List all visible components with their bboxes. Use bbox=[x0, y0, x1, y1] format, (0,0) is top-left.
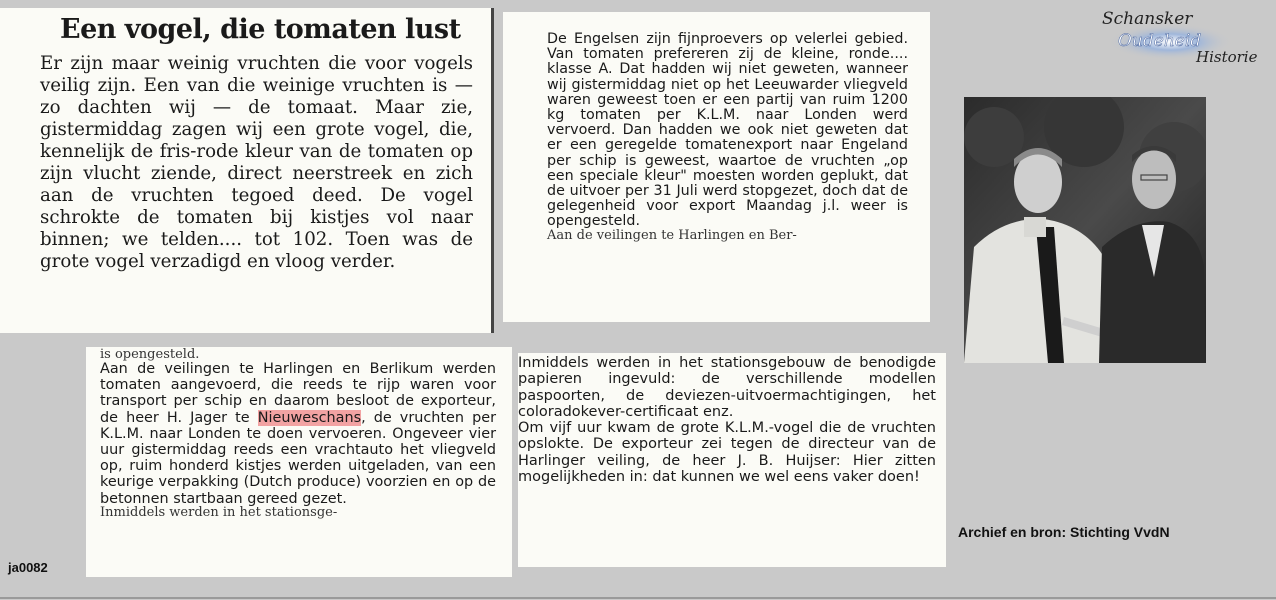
cut-off-line: Inmiddels werden in het stationsge- bbox=[100, 504, 338, 520]
logo-line2: Oudeheid bbox=[1118, 31, 1202, 51]
highlighted-placename: Nieuweschans bbox=[257, 409, 362, 426]
source-caption: Archief en bron: Stichting VvdN bbox=[958, 524, 1170, 540]
text-after: , de vruchten per K.L.M. naar Londen te doen vervoeren. Ongeveer vier uur gistermiddag reeds een vrachtauto het vliegveld op, ruim honderd kistjes werden uitgeladen, van een keurige verpakking (Dutch produce) voorzien en op de betonnen startbaan gereed gezet. bbox=[100, 409, 496, 507]
logo-line3: Historie bbox=[1196, 48, 1258, 66]
article-body: Er zijn maar weinig vruchten die voor vogels veilig zijn. Een van die weinige vruchten is — zo dachten wij — de tomaat. Maar zie, gistermiddag zagen wij een grote vogel, die, kennelijk de fris-rode kleur van de tomaten op zijn vlucht ziende, direct neerstreek en zich aan de vruchten tegoed deed. De vogel schrokte de tomaten bij kistjes vol naar binnen; we telden.... tot 102. Toen was de grote vogel verzadigd en vloog verder. bbox=[40, 53, 473, 272]
portrait-photo bbox=[964, 97, 1206, 363]
logo-line1: Schansker bbox=[1102, 9, 1193, 29]
logo bbox=[1100, 4, 1272, 66]
bottom-divider bbox=[0, 597, 1276, 599]
article-body bbox=[100, 361, 496, 507]
clipping-engelsen bbox=[503, 12, 930, 322]
text-before: Aan de veilingen te Harlingen en Berlikum werden tomaten aangevoerd, die reeds te rijp waren voor transport per schip en daarom besloot de exporteur, de heer H. Jager te bbox=[100, 361, 496, 426]
cut-off-line: Aan de veilingen te Harlingen en Ber- bbox=[547, 227, 797, 243]
cut-off-line: is opengesteld. bbox=[100, 347, 200, 362]
article-body: De Engelsen zijn fijnproevers op velerlei gebied. Van tomaten prefereren zij de kleine, ronde.... klasse A. Dat hadden wij niet geweten, wanneer wij gistermiddag niet op het Leeuwarder vliegveld waren geweest toen er een partij van ruim 1200 kg tomaten per K.L.M. naar Londen werd vervoerd. Dan hadden we ook niet geweten dat er een geregelde tomatenexport naar Engeland per schip is geweest, waartoe de vruchten „op een speciale kleur" moesten worden geplukt, dat de uitvoer per 31 Juli werd stopgezet, doch dat de gelegenheid voor export Maandag j.l. weer is opengesteld. bbox=[547, 31, 908, 230]
clipping-stationsgebouw bbox=[518, 353, 946, 567]
article-body: Inmiddels werden in het stationsgebouw de benodigde papieren ingevuld: de verschillende modellen paspoorten, de deviezen-uitvoermachtigingen, het coloradokever-certificaat enz. bbox=[518, 355, 936, 420]
clipping-veilingen bbox=[86, 347, 512, 577]
article-headline: Een vogel, die tomaten lust bbox=[60, 14, 461, 45]
article-body: Om vijf uur kwam de grote K.L.M.-vogel die de vruchten opslokte. De exporteur zei tegen de directeur van de Harlinger veiling, de heer J. B. Huijser: Hier zitten mogelijkheden in: dat kunnen we wel eens vaker doen! bbox=[518, 420, 936, 486]
clipping-headline-article bbox=[0, 8, 494, 333]
archive-code: ja0082 bbox=[8, 560, 48, 575]
